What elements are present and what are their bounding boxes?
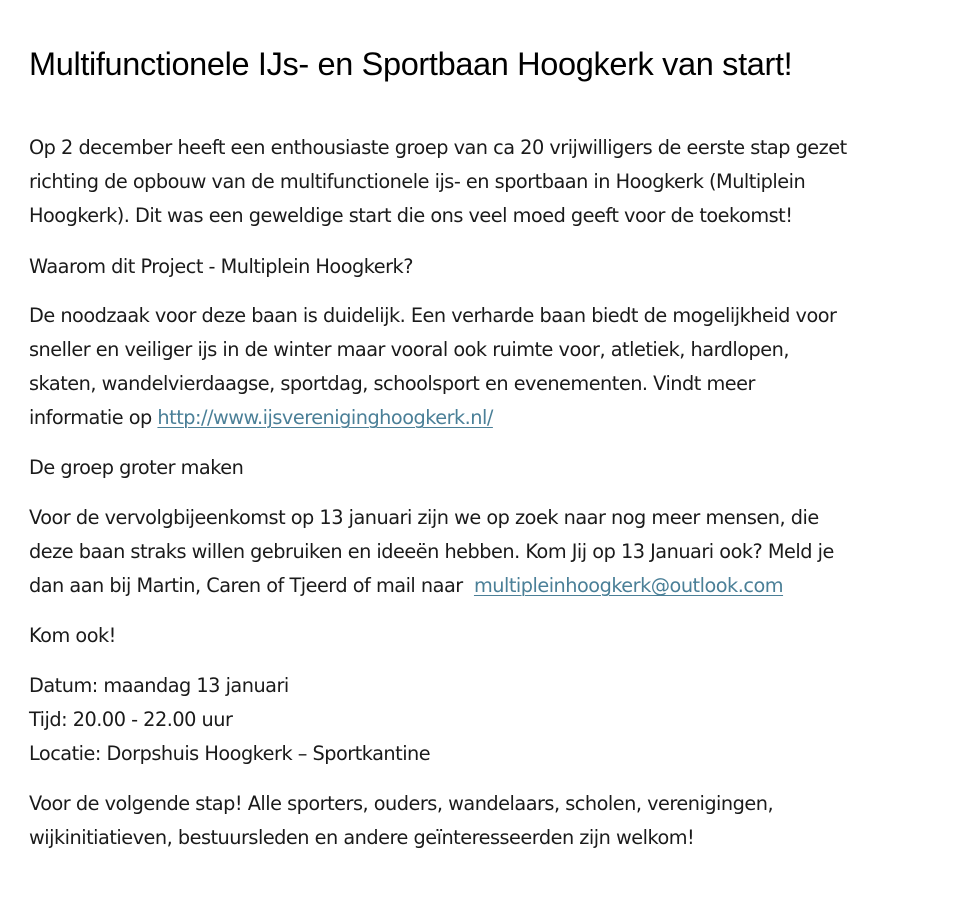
closing-line-2: wijkinitiatieven, bestuursleden en andere geïnteresseerden zijn welkom! [29, 826, 695, 849]
necessity-line-1: De noodzaak voor deze baan is duidelijk. Een verharde baan biedt de mogelijkheid voor [29, 304, 837, 327]
intro-line-1: Op 2 december heeft een enthousiaste groep van ca 20 vrijwilligers de eerste stap gezet [29, 136, 847, 159]
followup-line-1: Voor de vervolgbijeenkomst op 13 januari zijn we op zoek naar nog meer mensen, die [29, 506, 819, 529]
event-date: Datum: maandag 13 januari [29, 674, 289, 697]
closing-line-1: Voor de volgende stap! Alle sporters, ouders, wandelaars, scholen, verenigingen, [29, 792, 774, 815]
necessity-paragraph [29, 299, 836, 435]
necessity-line-2: sneller en veiliger ijs in de winter maar vooral ook ruimte voor, atletiek, hardlopen, [29, 338, 790, 361]
followup-line-2: deze baan straks willen gebruiken en ideeën hebben. Kom Jij op 13 Januari ook? Meld je [29, 540, 834, 563]
followup-paragraph [29, 501, 834, 603]
email-link[interactable]: multipleinhoogkerk@outlook.com [473, 574, 784, 597]
necessity-line-4 [29, 401, 836, 435]
closing-paragraph [29, 787, 773, 855]
group-heading: De groep groter maken [29, 456, 244, 479]
necessity-link-prefix: informatie op [29, 406, 158, 429]
website-link[interactable]: http://www.ijsvereniginghoogkerk.nl/ [157, 406, 493, 429]
followup-line-3 [29, 569, 834, 603]
event-time: Tijd: 20.00 - 22.00 uur [29, 708, 233, 731]
why-heading: Waarom dit Project - Multiplein Hoogkerk? [29, 255, 413, 278]
event-location: Locatie: Dorpshuis Hoogkerk – Sportkantine [29, 742, 431, 765]
come-heading: Kom ook! [29, 624, 116, 647]
email-prefix: dan aan bij Martin, Caren of Tjeerd of mail naar [29, 574, 474, 597]
necessity-line-3: skaten, wandelvierdaagse, sportdag, schoolsport en evenementen. Vindt meer [29, 372, 755, 395]
intro-line-3: Hoogkerk). Dit was een geweldige start die ons veel moed geeft voor de toekomst! [29, 204, 793, 227]
article-title: Multifunctionele IJs- en Sportbaan Hoogkerk van start! [29, 46, 793, 82]
event-details [29, 669, 430, 771]
intro-paragraph [29, 131, 847, 233]
intro-line-2: richting de opbouw van de multifunctionele ijs- en sportbaan in Hoogkerk (Multiplein [29, 170, 806, 193]
